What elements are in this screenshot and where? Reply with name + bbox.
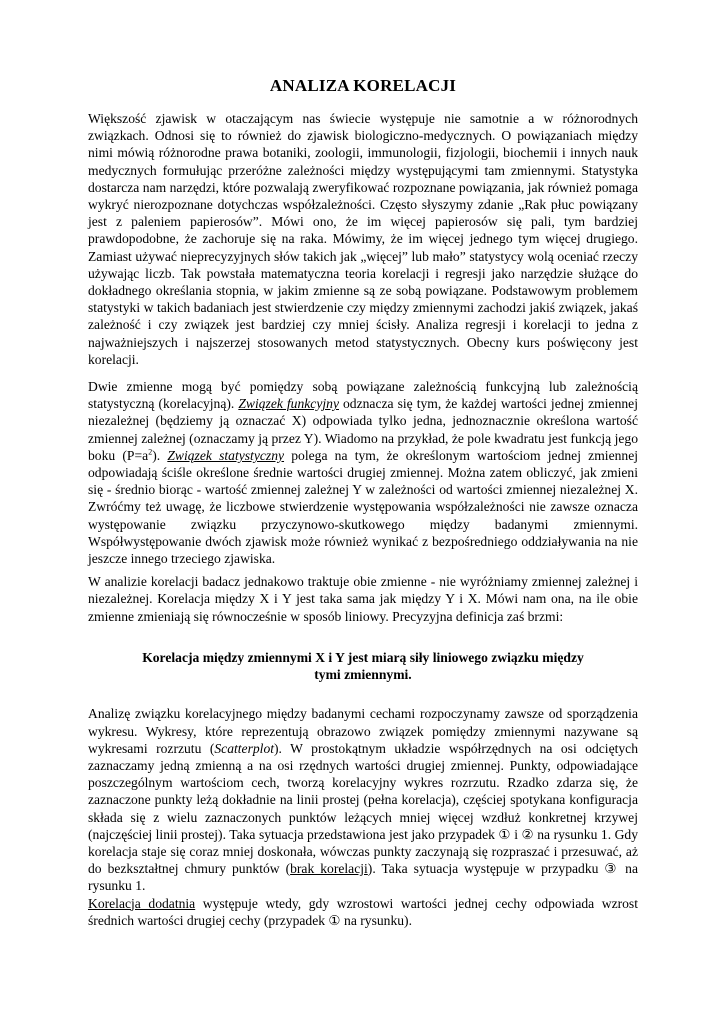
- term-positive-correlation: Korelacja dodatnia: [88, 895, 196, 911]
- term-statistical-relation: Związek statystyczny: [167, 447, 285, 463]
- positive-correlation-paragraph: [88, 895, 638, 929]
- text-run: Analizę związku korelacyjnego między badanymi cechami rozpoczynamy zawsze od sporządzenia wykresu. Wykresy, które reprezentują obrazowo związek pomiędzy zmiennymi nazywane są wykresami rozrzutu (: [88, 706, 638, 756]
- term-functional-relation: Związek funkcyjny: [238, 396, 339, 412]
- text-run: Dwie zmienne mogą być pomiędzy sobą powiązane zależnością funkcyjną lub zależnością statystyczną (korelacyjną).: [88, 379, 638, 412]
- definition-heading: Korelacja między zmiennymi X i Y jest miarą siły liniowego związku między tymi zmiennymi.: [142, 649, 584, 683]
- text-run: występuje wtedy, gdy wzrostowi wartości jednej cechy odpowiada wzrost średnich wartości drugiej cechy (przypadek ① na rysunku).: [88, 895, 638, 928]
- dependency-paragraph: [88, 378, 638, 567]
- superscript: 2: [148, 447, 153, 457]
- scatterplot-paragraph: [88, 705, 638, 894]
- document-page: [88, 76, 638, 929]
- intro-paragraph: Większość zjawisk w otaczającym nas świecie występuje nie samotnie a w różnorodnych związkach. Odnosi się to również do zjawisk biologiczno-medycznych. O powiązaniach między nimi mówią różnorodne prawa botaniki, zoologii, immunologii, fizjologii, biochemii i innych nauk medycznych formułując przeróżne zależności między występującymi tam zmiennymi. Statystyka dostarcza nam narzędzi, które pozwalają zweryfikować rozpoznane powiązania, jak również pomaga wykryć nierozpoznane dotychczas współzależności. Często słyszymy zdanie „Rak płuc powiązany jest z paleniem papierosów”. Mówi ono, że im więcej papierosów się pali, tym bardziej prawdopodobne, że zachoruje się na raka. Mówimy, że im więcej jednego tym więcej drugiego. Zamiast używać nieprecyzyjnych słów takich jak „więcej” lub mało” statystycy wolą oceniać rzeczy używając liczb. Tak powstała matematyczna teoria korelacji i regresji jako narzędzie służące do dokładnego określania stopnia, w jakim zmienne są ze sobą powiązane. Podstawowym problemem statystyki w takich badaniach jest stwierdzenie czy między zmiennymi zachodzi jakiś związek, jakaś zależność i czy związek jest bardziej czy mniej ścisły. Analiza regresji i korelacji to jedna z najważniejszych i najszerzej stosowanych metod statystycznych. Obecny kurs poświęcony jest korelacji.: [88, 111, 638, 367]
- text-run: ).: [152, 447, 168, 463]
- text-run: polega na tym, że określonym wartościom jednej zmiennej odpowiadają ściśle określone średnie wartości drugiej zmiennej. Można zatem obliczyć, jak zmieni się - średnio biorąc - wartość zmiennej zależnej Y w zależności od wartości zmiennej niezależnej X. Zwróćmy też uwagę, że liczbowe stwierdzenie występowania współzależności nie zawsze oznacza występowanie związku przyczynowo-skutkowego między badanymi zmiennymi. Współwystępowanie dwóch zjawisk może również wynikać z bezpośredniego oddziaływania na nie jeszcze innego trzeciego zjawiska.: [88, 447, 639, 567]
- correlation-paragraph: W analizie korelacji badacz jednakowo traktuje obie zmienne - nie wyróżniamy zmiennej zależnej i niezależnej. Korelacja między X i Y jest taka sama jak między Y i X. Mówi nam ona, na ile obie zmienne zmieniają się równocześnie w sposób liniowy. Precyzyjna definicja zaś brzmi:: [88, 574, 638, 624]
- text-run: ). Taka sytuacja występuje w przypadku ③ na rysunku 1.: [88, 861, 638, 894]
- text-run: ). W prostokątnym układzie współrzędnych na osi odciętych zaznaczamy jedną zmienną a na osi rzędnych wartości drugiej zmiennej. Punkty, odpowiadające poszczególnym wartościom cech, tworzą korelacyjny wykres rozrzutu. Rzadko zdarza się, że zaznaczone punkty leżą dokładnie na linii prostej (pełna korelacja), częściej spotykana konfiguracja składa się z wielu zaznaczonych punktów leżących mniej więcej wzdłuż konkretnej krzywej (najczęściej linii prostej). Taka sytuacja przedstawiona jest jako przypadek ① i ② na rysunku 1. Gdy korelacja staje się coraz mniej doskonała, wówczas punkty zaczynają się rozpraszać i przesuwać, aż do bezkształtnej chmury punktów (: [88, 740, 639, 877]
- text-run: odznacza się tym, że każdej wartości jednej zmiennej niezależnej (będziemy ją oznaczać X) odpowiada tylko jedna, jednoznacznie określona wartość zmiennej zależnej (oznaczamy ją przez Y). Wiadomo na przykład, że pole kwadratu jest funkcją jego boku (P=a: [88, 396, 638, 463]
- term-scatterplot: Scatterplot: [214, 740, 275, 756]
- page-title: ANALIZA KORELACJI: [269, 76, 457, 95]
- term-no-correlation: brak korelacji: [290, 861, 368, 877]
